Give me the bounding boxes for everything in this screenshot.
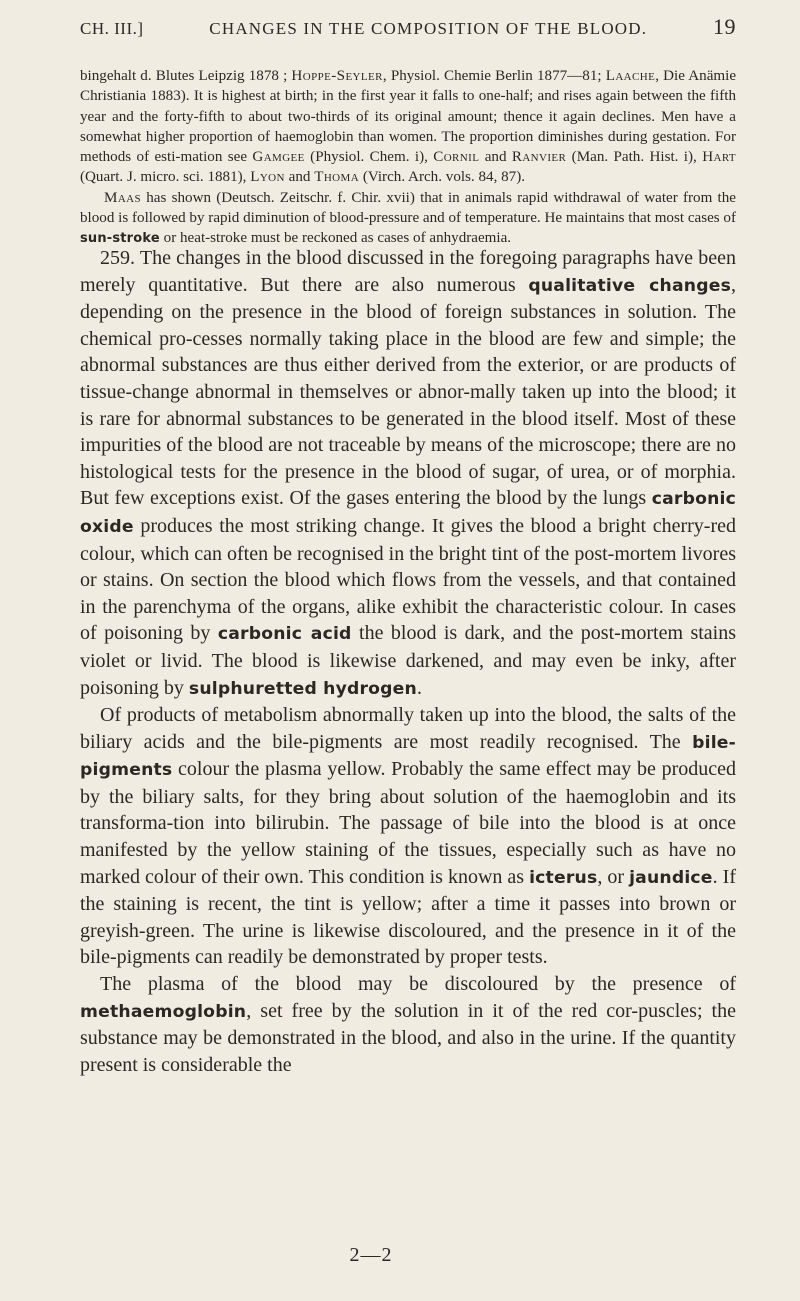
italic-text: Deutsch. Zeitschr. f. Chir. [221,189,382,206]
bold-term: icterus [529,867,598,888]
text-run: ( [304,149,316,166]
chapter-label: CH. III.] [80,19,144,38]
text-run: or heat-stroke must be reckoned as cases of anhydraemia. [159,230,512,247]
italic-text: Physiol. Chem. [315,149,410,166]
text-run: and [479,149,512,166]
text-run: , [655,68,664,84]
text-run: , [382,68,391,84]
italic-text: Physiol. Chemie [390,68,491,84]
text-run: i), [409,149,434,166]
author-name: Thoma [314,169,360,186]
section-259-paragraph [80,245,736,702]
text-run: or stains. On section the blood which flows from the vessels, and that contained in the parenchyma of the organs, alike exhibit the characteristic colour. In cases of poisoning by [80,569,736,645]
text-run: , depending on the presence in the blood of foreign substances in solution. The chemical pro-cesses normally taking place in the blood are few and simple; the abnormal substances are thus either derived from the exterior, or are products of tissue-change abnormal in themselves or abnor-mally taken up into the blood; it is rare for abnormal substances to be generated in the blood itself. Most of these impurities of the blood are not traceable by means of the microscope; there are no histological tests for the presence in the blood of sugar, of urea, or of morphia. But few exceptions exist. Of the gases entering the blood by the lungs [80,273,736,510]
running-header [80,14,736,40]
page-number: 19 [713,14,736,39]
text-run: the blood is dark, and the post-mortem stains violet or livid. The blood is likewise darkened, and may even be inky, after poisoning by [80,622,736,699]
author-name: Laache [605,68,656,84]
text-run: The plasma of the blood may be discoloured by the presence of [100,973,736,996]
bold-term: carbonic acid [217,624,352,645]
italic-text: Die Anämie [663,68,737,84]
bold-term: methaemoglobin [80,1001,247,1022]
text-run: has shown ( [141,189,222,206]
author-name: Hart [702,149,737,166]
text-run: , set free by the solution in it of the red cor-puscles; the substance may be demonstrated in the blood, and also in the urine. If the quantity present is considerable the [80,999,736,1076]
text-run: ( [359,169,368,186]
author-name: Ranvier [511,149,567,166]
footnote-paragraph-1 [80,66,736,188]
text-run: ( [80,169,86,186]
text-run: . [416,676,422,699]
bold-term: carbonic oxide [80,489,736,537]
text-run: 1881), [203,169,251,186]
footnote-paragraph-2 [80,188,736,250]
text-run: and [284,169,315,186]
running-title: CHANGES IN THE COMPOSITION OF THE BLOOD. [209,19,648,38]
footnote-block [80,66,736,250]
signature-mark: 2—2 [349,1244,393,1266]
text-run: , or [597,865,630,888]
bold-term: sulphuretted hydrogen [188,678,417,699]
text-run: ( [566,149,577,166]
text-run: produces the most striking change. It gives the blood a bright cherry-red colour, which can often be recognised in the bright tint of the post-mortem [80,514,736,565]
text-run: vols. 84, 87). [442,169,526,186]
italic-text: Virch. Arch. [367,169,442,186]
bile-paragraph [80,702,736,971]
text-run: . If the staining is recent, the tint is yellow; after a time it passes into brown or greyish-green. The urine is likewise discoloured, and the presence in it of the bile-pigments can readily be demonstrated by proper tests. [80,865,736,969]
bold-term: qualitative changes [528,275,731,296]
text-run: Christiania 1883). It is highest at birth; in the first year it falls to one-half; and rises again between the fifth year and the forty-fifth to about two-thirds of its original amount; thence it again declines. Men have a somewhat higher proportion of haemoglobin than women. The proportion diminishes during gestation. For methods of esti-mation see [80,88,736,166]
text-run: xvii) that in animals rapid withdrawal of water from the blood is followed by rapid diminution of blood-pressure and of temperature. He maintains that most cases of [80,189,737,227]
italic-text: Quart. J. micro. sci. [85,169,204,186]
author-name: Hoppe-Seyler [291,68,383,84]
text-run: Leipzig 1878 ; [194,68,292,84]
text-run: Of products of metabolism abnormally taken up into the blood, the salts of the biliary acids and the bile-pigments are most readily recognised. The [80,704,736,753]
italic-text: livores [681,542,736,565]
author-name: Lyon [250,169,285,186]
methaemoglobin-paragraph [80,971,736,1078]
main-text [80,245,736,1078]
bold-term: sun-stroke [80,231,160,247]
bold-term: jaundice [629,867,713,888]
text-run: 259. The changes in the blood discussed in the foregoing paragraphs have been merely quantitative. But there are also numerous [80,247,736,296]
text-run: Berlin 1877—81; [490,68,606,84]
bold-term: bile-pigments [80,732,736,781]
text-run: i), [678,149,703,166]
italic-text: bingehalt d. Blutes [80,68,195,84]
italic-text: Man. Path. Hist. [576,149,679,166]
author-name: Cornil [433,149,480,166]
author-name: Gamgee [252,149,305,166]
text-run: colour the plasma yellow. Probably the same effect may be produced by the biliary salts, for they bring about solution of the haemoglobin and its transforma-tion into bilirubin. The passage of bile into the blood is at once manifested by the yellow staining of the tissues, especially such as have no marked colour of their own. This condition is known as [80,758,736,888]
author-name: Maas [104,189,142,206]
